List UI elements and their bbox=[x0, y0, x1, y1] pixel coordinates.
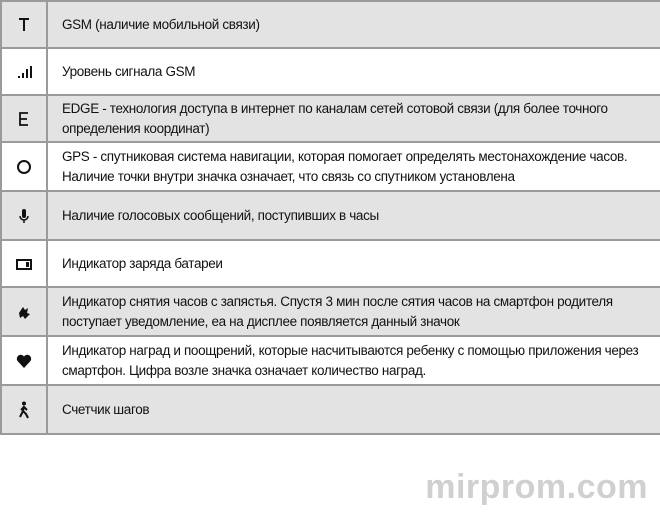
table-row bbox=[2, 386, 660, 435]
row-text: Уровень сигнала GSM bbox=[62, 63, 196, 79]
row-text: Наличие голосовых сообщений, поступивших в часы bbox=[62, 207, 379, 223]
walking-person-icon bbox=[2, 386, 48, 433]
table-row bbox=[2, 288, 660, 337]
edge-e-icon bbox=[2, 96, 48, 141]
row-text: EDGE - технология доступа в интернет по каналам сетей сотовой связи (для более точного bbox=[62, 100, 608, 116]
table-row bbox=[2, 192, 660, 241]
table-row bbox=[2, 96, 660, 143]
row-text: определения координат) bbox=[62, 120, 210, 136]
row-text: Индикатор заряда батареи bbox=[62, 255, 223, 271]
watermark: mirprom.com bbox=[425, 468, 648, 506]
table-row bbox=[2, 49, 660, 96]
row-text: Индикатор снятия часов с запястья. Спустя 3 мин после сятия часов на смартфон родителя bbox=[62, 293, 613, 309]
table-row bbox=[2, 241, 660, 288]
row-text: Наличие точки внутри значка означает, что связь со спутником установлена bbox=[62, 168, 515, 184]
battery-icon bbox=[2, 241, 48, 286]
table-row bbox=[2, 337, 660, 386]
table-row bbox=[2, 143, 660, 192]
row-text: поступает уведомление, еа на дисплее появляется данный значок bbox=[62, 313, 460, 329]
gps-circle-icon bbox=[2, 143, 48, 190]
row-text: GSM (наличие мобильной связи) bbox=[62, 16, 260, 32]
row-text: Индикатор наград и поощрений, которые насчитываются ребенку с помощью приложения через bbox=[62, 342, 639, 358]
wrist-removal-icon bbox=[2, 288, 48, 335]
signal-bars-icon bbox=[2, 49, 48, 94]
row-text: GPS - спутниковая система навигации, которая помогает определять местонахождение часов. bbox=[62, 148, 628, 164]
table-row bbox=[2, 2, 660, 49]
microphone-icon bbox=[2, 192, 48, 239]
row-text: Счетчик шагов bbox=[62, 401, 150, 417]
row-text: смартфон. Цифра возле значка означает количество наград. bbox=[62, 362, 426, 378]
antenna-icon bbox=[2, 2, 48, 47]
heart-icon bbox=[2, 337, 48, 384]
